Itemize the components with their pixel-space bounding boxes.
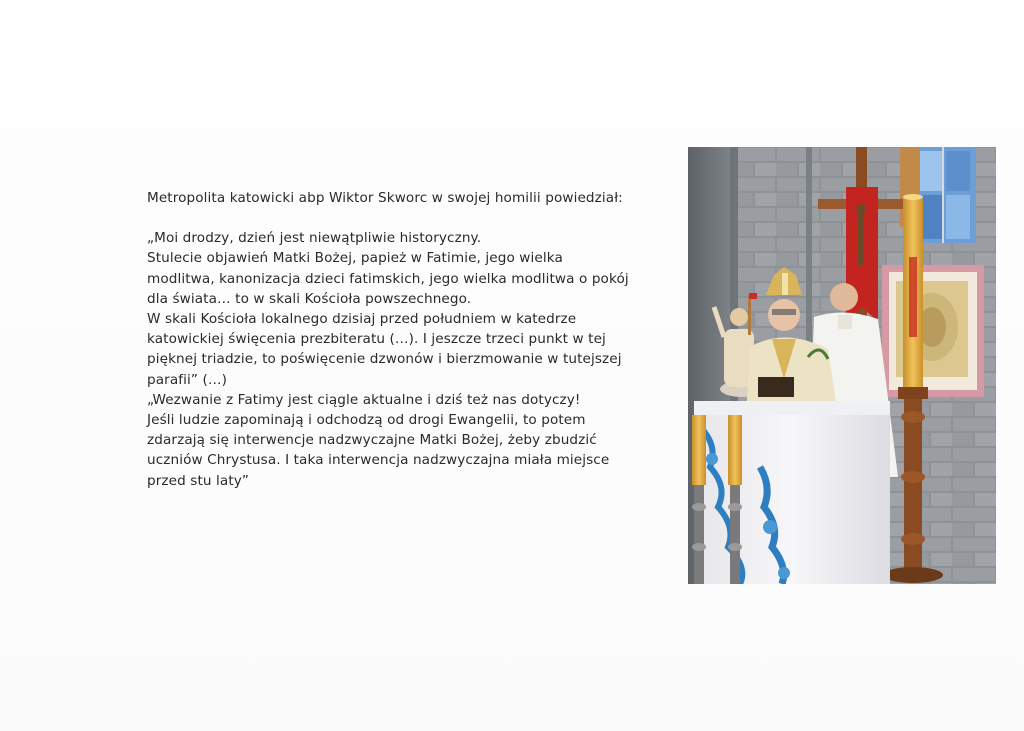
quote-line: dla świata… to w skali Kościoła powszechnego. — [147, 290, 472, 307]
quote-line: katowickiej święcenia prezbiteratu (…). I jeszcze trzeci punkt w tej — [147, 331, 606, 348]
quote-line: przed stu laty” — [147, 472, 250, 489]
quote-line: modlitwa, kanonizacja dzieci fatimskich, jego wielka modlitwa o pokój — [147, 270, 629, 287]
church-mass-photo — [688, 147, 996, 584]
quote-line: Jeśli ludzie zapominają i odchodzą od drogi Ewangelii, to potem — [147, 412, 586, 429]
homily-text — [147, 188, 647, 491]
quote-line: pięknej triadzie, to poświęcenie dzwonów i bierzmowanie w tutejszej — [147, 351, 622, 368]
quote-line: „Wezwanie z Fatimy jest ciągle aktualne i dziś też nas dotyczy! — [147, 391, 581, 408]
quote-line: parafii” (…) — [147, 371, 227, 388]
quote-line: W skali Kościoła lokalnego dzisiaj przed południem w katedrze — [147, 311, 577, 328]
homily-heading: Metropolita katowicki abp Wiktor Skworc w swojej homilii powiedział: — [147, 190, 623, 206]
paragraph-gap — [147, 208, 647, 228]
photo-illustration — [688, 147, 996, 584]
altar — [694, 401, 890, 584]
quote-line: uczniów Chrystusa. I taka interwencja nadzwyczajna miała miejsce — [147, 452, 610, 469]
quote-line: Stulecie objawień Matki Bożej, papież w Fatimie, jego wielka — [147, 250, 563, 267]
quote-line: „Moi drodzy, dzień jest niewątpliwie historyczny. — [147, 230, 482, 247]
quote-line: zdarzają się interwencje nadzwyczajne Matki Bożej, żeby zbudzić — [147, 432, 597, 449]
